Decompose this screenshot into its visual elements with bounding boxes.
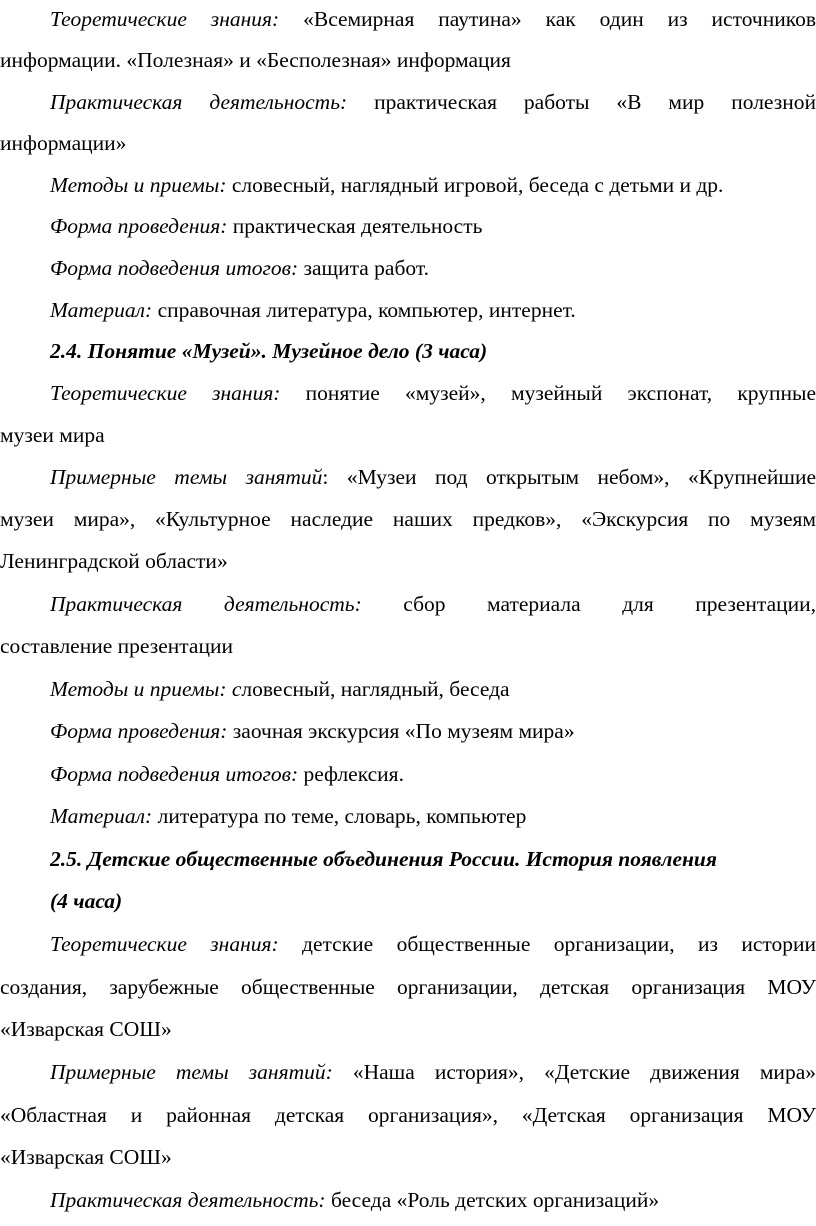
doc-line-5 bbox=[50, 170, 816, 200]
line-label: Практическая деятельность: bbox=[50, 90, 348, 114]
doc-line-26 bbox=[50, 1057, 816, 1087]
doc-line-29 bbox=[50, 1185, 816, 1215]
line-text: детские общественные организации, из истории bbox=[278, 932, 816, 956]
doc-line-27 bbox=[0, 1100, 816, 1130]
line-text: «Изварская СОШ» bbox=[0, 1145, 172, 1169]
line-label: Методы и приемы: с bbox=[50, 677, 242, 701]
line-text: информации» bbox=[0, 131, 127, 155]
line-label: Практическая деятельность: bbox=[50, 592, 362, 616]
line-label: Примерные темы занятий bbox=[50, 465, 323, 489]
doc-line-14 bbox=[0, 546, 816, 576]
line-label: Примерные темы занятий: bbox=[50, 1060, 333, 1084]
line-label: Материал: bbox=[50, 298, 153, 322]
doc-line-10 bbox=[50, 378, 816, 408]
line-text: беседа «Роль детских организаций» bbox=[325, 1188, 660, 1212]
doc-line-16 bbox=[0, 631, 816, 661]
doc-line-6 bbox=[50, 211, 816, 241]
doc-line-13 bbox=[0, 504, 816, 534]
line-text: : «Музеи под открытым небом», «Крупнейшие bbox=[322, 465, 816, 489]
line-label: Форма подведения итогов: bbox=[50, 256, 299, 280]
line-label: Форма проведения: bbox=[50, 214, 228, 238]
line-label: Теоретические знания: bbox=[50, 932, 279, 956]
line-text: заочная экскурсия «По музеям мира» bbox=[227, 719, 575, 743]
doc-line-12 bbox=[50, 462, 816, 492]
line-label: Форма проведения: bbox=[50, 719, 228, 743]
line-label: Форма подведения итогов: bbox=[50, 762, 299, 786]
line-text: сбор материала для презентации, bbox=[361, 592, 816, 616]
line-text: понятие «музей», музейный экспонат, крупные bbox=[280, 381, 816, 405]
line-text: литература по теме, словарь, компьютер bbox=[152, 804, 527, 828]
doc-line-23 bbox=[50, 929, 816, 959]
line-label: Теоретические знания: bbox=[50, 381, 281, 405]
line-text: создания, зарубежные общественные организации, детская организация МОУ bbox=[0, 975, 816, 999]
line-label: Практическая деятельность: bbox=[50, 1188, 326, 1212]
line-text: информации. «Полезная» и «Бесполезная» информация bbox=[0, 48, 511, 72]
line-text: «Областная и районная детская организация», «Детская организация МОУ bbox=[0, 1103, 816, 1127]
line-text: Ленинградской области» bbox=[0, 549, 228, 573]
line-text: справочная литература, компьютер, интернет. bbox=[152, 298, 576, 322]
doc-line-8 bbox=[50, 295, 816, 325]
section-heading-2-4: 2.4. Понятие «Музей». Музейное дело (3 часа) bbox=[50, 339, 488, 363]
line-text: практическая работы «В мир полезной bbox=[347, 90, 816, 114]
line-label: Методы и приемы: bbox=[50, 173, 227, 197]
doc-line-15 bbox=[50, 589, 816, 619]
line-text: ловесный, наглядный, беседа bbox=[241, 677, 510, 701]
section-heading-2-5-hours: (4 часа) bbox=[50, 889, 123, 913]
doc-line-19 bbox=[50, 759, 816, 789]
doc-line-25 bbox=[0, 1014, 816, 1044]
line-text: рефлексия. bbox=[298, 762, 404, 786]
section-heading-2-5: 2.5. Детские общественные объединения России. История появления bbox=[50, 847, 717, 871]
doc-line-7 bbox=[50, 253, 816, 283]
line-label: Материал: bbox=[50, 804, 153, 828]
doc-line-18 bbox=[50, 716, 816, 746]
doc-line-2 bbox=[0, 45, 816, 75]
line-text: практическая деятельность bbox=[227, 214, 483, 238]
doc-line-24 bbox=[0, 972, 816, 1002]
line-text: «Изварская СОШ» bbox=[0, 1017, 172, 1041]
line-text: музеи мира», «Культурное наследие наших предков», «Экскурсия по музеям bbox=[0, 507, 816, 531]
doc-line-17 bbox=[50, 674, 816, 704]
line-label: Теоретические знания: bbox=[50, 7, 280, 31]
doc-line-3 bbox=[50, 87, 816, 117]
doc-line-28 bbox=[0, 1142, 816, 1172]
line-text: музеи мира bbox=[0, 423, 105, 447]
line-text: «Наша история», «Детские движения мира» bbox=[332, 1060, 816, 1084]
doc-line-11 bbox=[0, 420, 816, 450]
line-text: словесный, наглядный игровой, беседа с детьми и др. bbox=[226, 173, 724, 197]
doc-line-20 bbox=[50, 801, 816, 831]
line-text: защита работ. bbox=[298, 256, 430, 280]
line-text: «Всемирная паутина» как один из источников bbox=[279, 7, 816, 31]
doc-line-1 bbox=[50, 4, 816, 34]
doc-line-4 bbox=[0, 128, 816, 158]
line-text: составление презентации bbox=[0, 634, 233, 658]
